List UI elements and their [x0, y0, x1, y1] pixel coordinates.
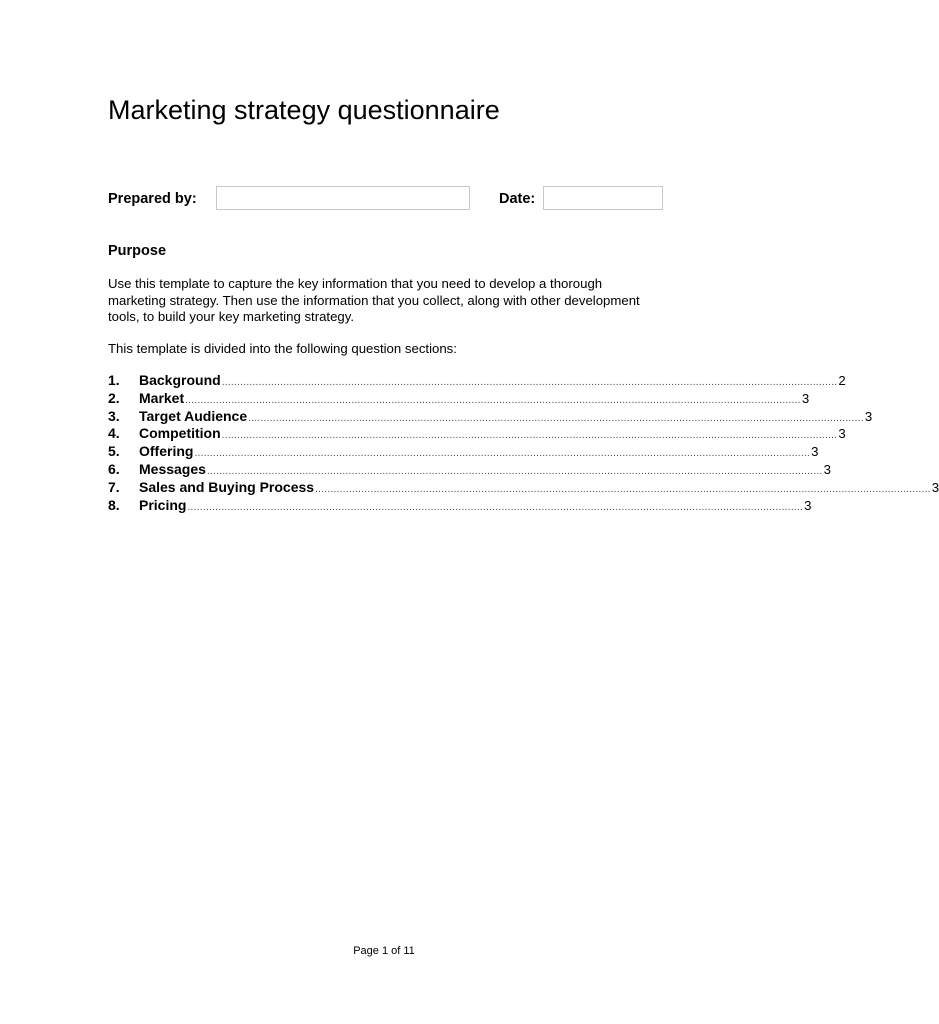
- toc-page-number: 3: [804, 497, 812, 513]
- toc-leader: ........................................................................................................................................................................................................: [185, 394, 801, 406]
- table-of-contents: [108, 372, 939, 514]
- toc-number: 6.: [108, 460, 120, 477]
- toc-entry-target-audience[interactable]: [108, 407, 873, 426]
- toc-entry-market[interactable]: [108, 389, 810, 408]
- toc-title: Sales and Buying Process: [139, 478, 315, 495]
- date-field[interactable]: [543, 186, 663, 210]
- purpose-heading: Purpose: [108, 243, 167, 259]
- toc-page-number: 3: [801, 390, 810, 406]
- toc-title: Offering: [139, 443, 194, 460]
- toc-title: Background: [139, 372, 221, 388]
- toc-number: 1.: [108, 372, 120, 388]
- page-title: Marketing strategy questionnaire: [108, 95, 500, 125]
- toc-number: 4.: [108, 425, 120, 442]
- toc-entry-background[interactable]: [108, 372, 846, 390]
- toc-leader: ........................................................................................................................................................................................................: [248, 412, 864, 424]
- toc-title: Messages: [139, 460, 206, 477]
- date-label: Date:: [499, 191, 536, 207]
- toc-leader: ........................................................................................................................................................................................................: [206, 465, 823, 477]
- purpose-line: tools, to build your key marketing strategy.: [108, 309, 355, 325]
- toc-page-number: 3: [931, 479, 939, 495]
- toc-leader: ........................................................................................................................................................................................................: [315, 483, 931, 495]
- toc-entry-offering[interactable]: [108, 443, 819, 461]
- toc-leader: ........................................................................................................................................................................................................: [221, 430, 838, 442]
- toc-leader: ........................................................................................................................................................................................................: [187, 501, 804, 513]
- toc-page-number: 3: [823, 461, 831, 477]
- sections-intro: This template is divided into the following question sections:: [108, 341, 457, 356]
- toc-title: Target Audience: [139, 407, 248, 424]
- toc-entry-messages[interactable]: [108, 460, 831, 479]
- page-footer: Page 1 of 11: [353, 945, 415, 957]
- toc-number: 5.: [108, 443, 120, 460]
- toc-entry-pricing[interactable]: [108, 496, 812, 515]
- toc-number: 8.: [108, 496, 120, 513]
- toc-page-number: 3: [811, 444, 819, 460]
- prepared-by-field[interactable]: [216, 186, 470, 210]
- toc-title: Market: [139, 389, 185, 406]
- toc-page-number: 2: [838, 373, 846, 388]
- purpose-line: Use this template to capture the key information that you need to develop a thorough: [108, 276, 603, 291]
- toc-title: Competition: [139, 425, 221, 442]
- purpose-line: marketing strategy. Then use the information that you collect, along with other development: [108, 292, 640, 308]
- toc-number: 2.: [108, 389, 120, 406]
- toc-number: 3.: [108, 407, 120, 424]
- toc-page-number: 3: [838, 426, 846, 442]
- toc-page-number: 3: [864, 408, 873, 424]
- toc-entry-competition[interactable]: [108, 425, 846, 443]
- toc-entry-sales-and-buying-process[interactable]: [108, 478, 939, 497]
- toc-number: 7.: [108, 478, 120, 495]
- prepared-by-label: Prepared by:: [108, 191, 197, 207]
- toc-title: Pricing: [139, 496, 187, 513]
- toc-leader: ........................................................................................................................................................................................................: [221, 377, 838, 388]
- toc-leader: ........................................................................................................................................................................................................: [194, 448, 811, 460]
